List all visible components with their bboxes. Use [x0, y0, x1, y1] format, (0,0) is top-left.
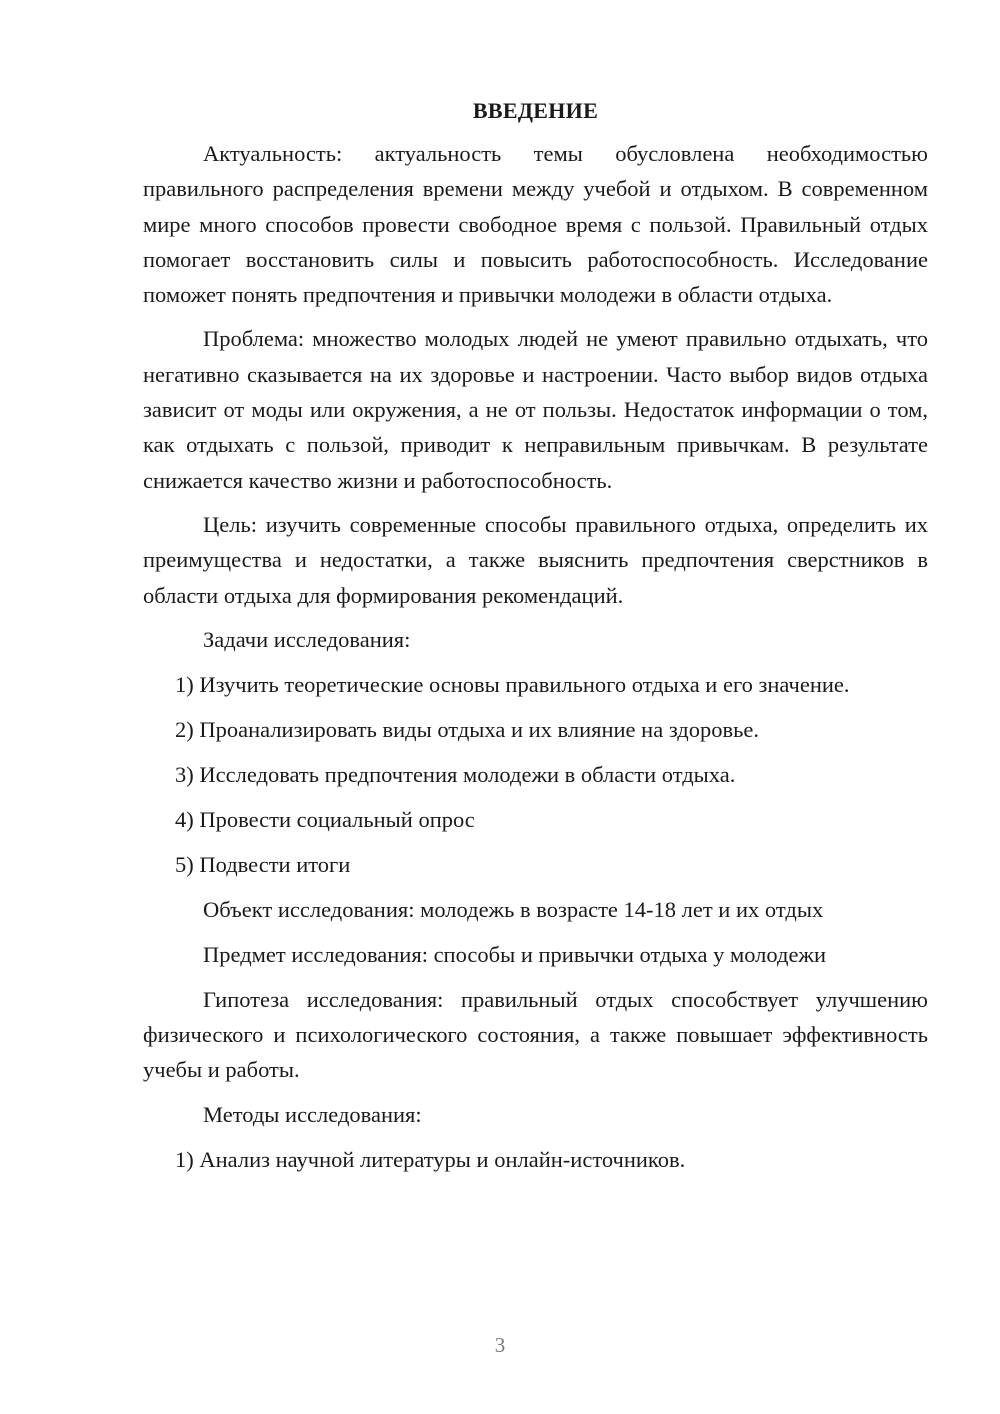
document-page: [143, 96, 928, 1187]
tasks-list: [143, 667, 928, 882]
list-item: 5) Подвести итоги: [175, 851, 351, 877]
goal-paragraph: Цель: изучить современные способы правильного отдыха, определить их преимущества и недостатки, а также выяснить предпочтения сверстников в области отдыха для формирования рекомендаций.: [143, 511, 928, 608]
list-item: 4) Провести социальный опрос: [175, 806, 475, 832]
list-item: 1) Изучить теоретические основы правильного отдыха и его значение.: [175, 671, 850, 697]
tasks-title: Задачи исследования:: [203, 626, 411, 652]
relevance-paragraph: Актуальность: актуальность темы обусловлена необходимостью правильного распределения времени между учебой и отдыхом. В современном мире много способов провести свободное время с пользой. Правильный отдых помогает восстановить силы и повысить работоспособность. Исследование поможет понять предпочтения и привычки молодежи в области отдыха.: [143, 141, 928, 308]
page-number: 3: [494, 1333, 506, 1357]
section-heading: ВВЕДЕНИЕ: [472, 98, 599, 123]
list-item: 3) Исследовать предпочтения молодежи в области отдыха.: [175, 761, 736, 787]
methods-list: [143, 1142, 928, 1177]
problem-paragraph: Проблема: множество молодых людей не умеют правильно отдыхать, что негативно сказывается на их здоровье и настроении. Часто выбор видов отдыха зависит от моды или окружения, а не от пользы. Недостаток информации о том, как отдыхать с пользой, приводит к неправильным привычкам. В результате снижается качество жизни и работоспособность.: [143, 326, 928, 493]
list-item: 2) Проанализировать виды отдыха и их влияние на здоровье.: [175, 716, 760, 742]
list-item: 1) Анализ научной литературы и онлайн-источников.: [175, 1146, 686, 1172]
hypothesis-paragraph: Гипотеза исследования: правильный отдых способствует улучшению физического и психологического состояния, а также повышает эффективность учебы и работы.: [143, 986, 928, 1083]
subject-line: Предмет исследования: способы и привычки отдыха у молодежи: [203, 941, 827, 967]
object-line: Объект исследования: молодежь в возрасте 14-18 лет и их отдых: [203, 896, 824, 922]
methods-title: Методы исследования:: [203, 1101, 422, 1127]
